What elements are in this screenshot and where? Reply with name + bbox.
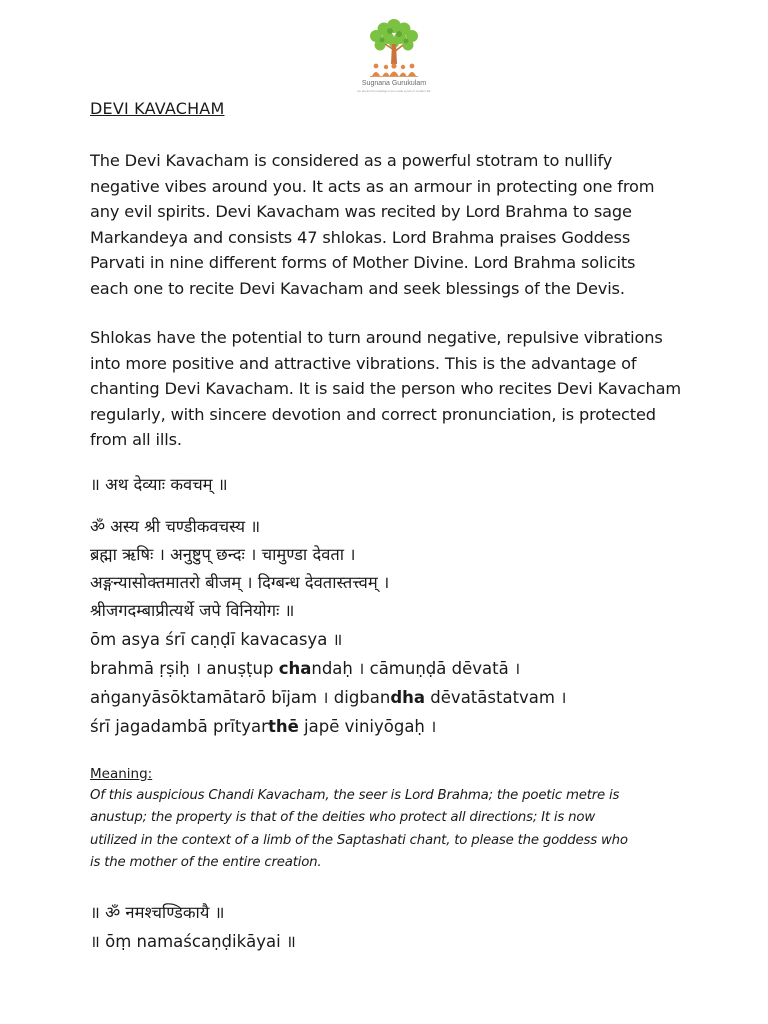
sanskrit-verse [90,513,700,625]
meaning-line: anustup; the property is that of the deities who protect all directions; It is now [90,810,595,825]
document-title: DEVI KAVACHAM [90,99,225,118]
text-segment: brahmā ṛṣiḥ । anuṣṭup [90,658,279,678]
sanskrit-heading: ॥ अथ देव्याः कवचम् ॥ [90,474,228,494]
sanskrit-line: ॐ अस्य श्री चण्डीकवचस्य ॥ [90,516,261,536]
shlokas-paragraph [90,325,700,453]
meaning-line: Of this auspicious Chandi Kavacham, the seer is Lord Brahma; the poetic metre is [90,787,620,803]
meaning-text [90,785,700,875]
paragraph-line: any evil spirits. Devi Kavacham was recited by Lord Brahma to sage [90,202,632,221]
bold-segment: dha [390,687,426,707]
document-body [90,96,700,956]
paragraph-line: each one to recite Devi Kavacham and seek blessings of the Devis. [90,278,625,298]
text-segment: śrī jagadambā prītyar [90,716,268,736]
paragraph-line: Markandeya and consists 47 shlokas. Lord Brahma praises Goddess [90,227,631,247]
closing-transliteration: ॥ ōṃ namaścaṇḍikāyai ॥ [90,931,296,951]
intro-paragraph [90,148,700,301]
text-segment: dēvatāstatvam । [425,687,567,707]
sanskrit-line: श्रीजगदम्बाप्रीत्यर्थे जपे विनियोगः ॥ [90,600,295,620]
sanskrit-line: अङ्गन्यासोक्तमातरो बीजम् । दिग्बन्ध देवतास्तत्त्वम् । [90,572,390,592]
text-segment: aṅganyāsōktamātarō bījam । digban [90,687,391,707]
transliteration-line: ōm asya śrī caṇḍī kavacasya ॥ [90,629,343,649]
paragraph-line: chanting Devi Kavacham. It is said the person who recites Devi Kavacham [90,379,682,398]
paragraph-line: negative vibes around you. It acts as an armour in protecting one from [90,176,655,196]
text-segment: ndaḥ । cāmuṇḍā dēvatā । [311,658,521,678]
bold-segment: cha [278,658,312,678]
paragraph-line: into more positive and attractive vibrations. This is the advantage of [90,353,637,373]
paragraph-line: The Devi Kavacham is considered as a powerful stotram to nullify [90,151,613,170]
bold-segment: thē [267,716,299,736]
logo-name: Sugnana Gurukulam [361,80,427,87]
paragraph-line: Parvati in nine different forms of Mother Divine. Lord Brahma solicits [90,253,636,272]
tree-logo-icon [354,14,434,80]
transliteration-line [90,683,700,712]
meaning-label: Meaning: [90,765,153,782]
logo-tagline: An ancient Knowledge to be made a part of modern life [357,89,431,93]
paragraph-line: Shlokas have the potential to turn around negative, repulsive vibrations [90,328,663,347]
transliteration-block [90,625,700,741]
meaning-line: is the mother of the entire creation. [90,855,322,870]
meaning-line: utilized in the context of a limb of the Saptashati chant, to please the goddess who [90,832,628,848]
transliteration-line [90,654,700,683]
text-segment: japē viniyōgaḥ । [298,716,437,736]
sugnana-gurukulam-logo [354,14,434,96]
paragraph-line: regularly, with sincere devotion and correct pronunciation, is protected [90,404,656,424]
transliteration-line [90,712,700,741]
closing-sanskrit: ॥ ॐ नमश्चण्डिकायै ॥ [90,902,225,922]
paragraph-line: from all ills. [90,430,182,449]
sanskrit-line: ब्रह्मा ऋषिः । अनुष्टुप् छन्दः । चामुण्डा देवता । [90,544,356,564]
